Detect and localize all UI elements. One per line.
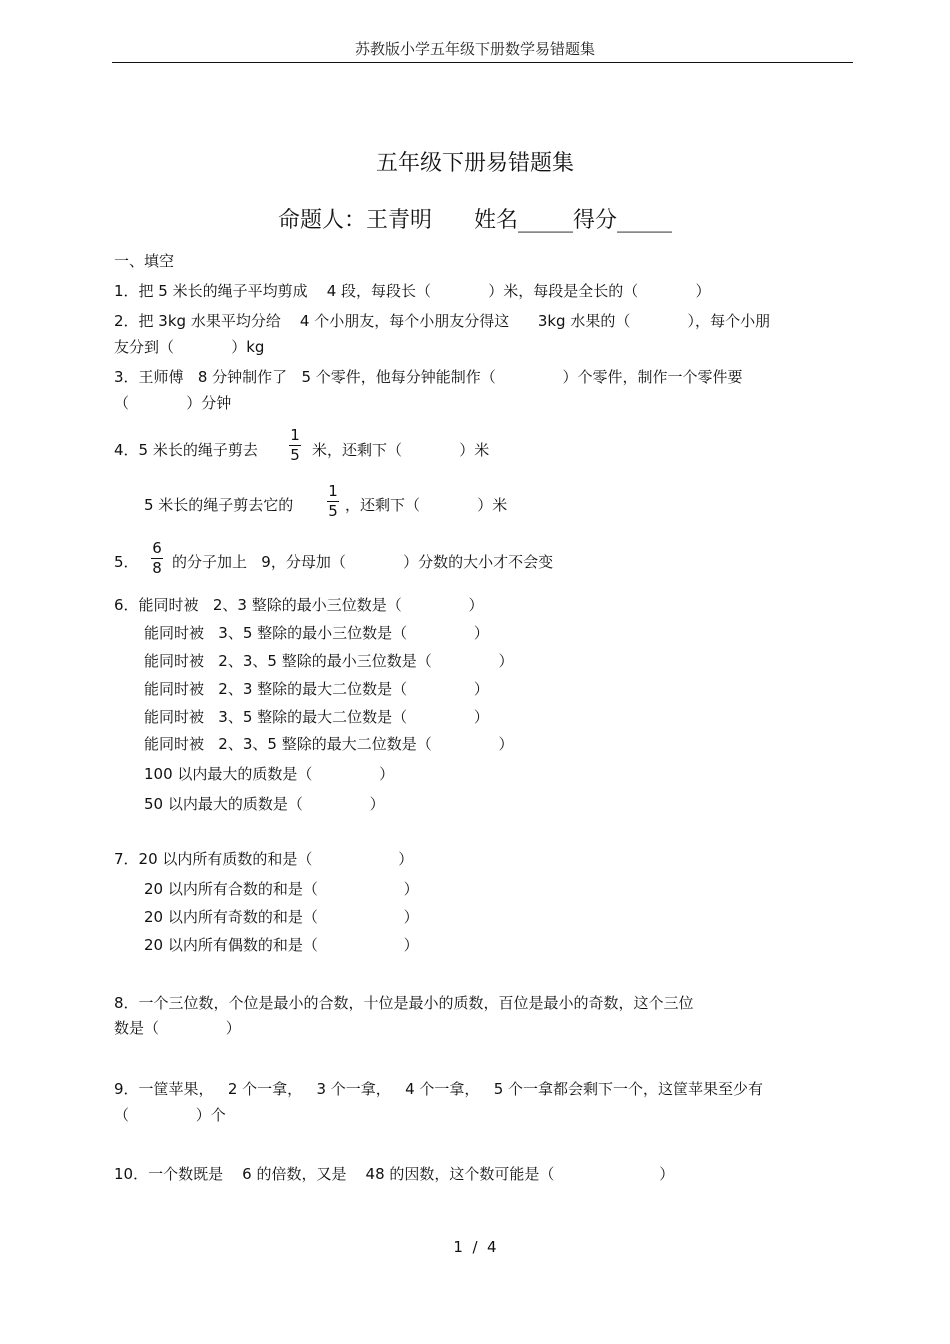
question-4a-prefix: 4．5 米长的绳子剪去 xyxy=(114,441,258,459)
question-4b-suffix: ，还剩下（ ）米 xyxy=(345,496,508,514)
question-6-line: 能同时被 3、5 整除的最大二位数是（ ） xyxy=(144,708,489,726)
question-6-line: 100 以内最大的质数是（ ） xyxy=(144,765,395,783)
question-7-line: 20 以内所有合数的和是（ ） xyxy=(144,880,419,898)
question-6-line: 50 以内最大的质数是（ ） xyxy=(144,795,385,813)
fraction-numerator: 6 xyxy=(152,539,162,557)
question-4a-suffix: 米，还剩下（ ）米 xyxy=(312,441,490,459)
question-2-line-2: 友分到（ ）kg xyxy=(114,338,265,356)
question-2-line-1: 2．把 3kg 水果平均分给 4 个小朋友，每个小朋友分得这 3kg 水果的（ ），每个小朋 xyxy=(114,312,771,330)
question-7-line: 20 以内所有奇数的和是（ ） xyxy=(144,908,419,926)
fraction-one-fifth xyxy=(287,427,303,464)
fraction-one-fifth xyxy=(325,483,341,520)
header-rule xyxy=(112,62,853,63)
question-4b-prefix: 5 米长的绳子剪去它的 xyxy=(144,496,294,514)
fraction-denominator: 8 xyxy=(152,559,162,577)
fraction-numerator: 1 xyxy=(290,426,300,444)
question-9-line-1: 9．一筐苹果， 2 个一拿， 3 个一拿， 4 个一拿， 5 个一拿都会剩下一个，这筐苹果至少有 xyxy=(114,1080,764,1098)
page-number: 1 / 4 xyxy=(453,1238,497,1256)
running-header: 苏教版小学五年级下册数学易错题集 xyxy=(354,40,595,58)
question-3-line-2: （ ）分钟 xyxy=(114,394,232,412)
question-6-line: 能同时被 3、5 整除的最小三位数是（ ） xyxy=(144,624,489,642)
question-1: 1．把 5 米长的绳子平均剪成 4 段，每段长（ ）米，每段是全长的（ ） xyxy=(114,282,711,300)
author-line: 命题人：王青明 姓名_____得分_____ xyxy=(278,208,672,233)
question-6-line: 能同时被 2、3 整除的最大二位数是（ ） xyxy=(144,680,489,698)
question-6-line: 能同时被 2、3、5 整除的最大二位数是（ ） xyxy=(144,735,514,753)
question-8-line-1: 8．一个三位数，个位是最小的合数，十位是最小的质数，百位是最小的奇数，这个三位 xyxy=(114,994,694,1012)
document-title: 五年级下册易错题集 xyxy=(375,151,574,176)
question-8-line-2: 数是（ ） xyxy=(114,1019,241,1037)
question-9-line-2: （ ）个 xyxy=(114,1106,226,1124)
fraction-denominator: 5 xyxy=(328,502,338,520)
fraction-six-eighths xyxy=(149,540,165,577)
question-3-line-1: 3．王师傅 8 分钟制作了 5 个零件，他每分钟能制作（ ）个零件，制作一个零件要 xyxy=(114,368,743,386)
question-10: 10．一个数既是 6 的倍数，又是 48 的因数，这个数可能是（ ） xyxy=(114,1165,675,1183)
question-6-line: 6．能同时被 2、3 整除的最小三位数是（ ） xyxy=(114,596,484,614)
fraction-numerator: 1 xyxy=(328,482,338,500)
question-6-line: 能同时被 2、3、5 整除的最小三位数是（ ） xyxy=(144,652,514,670)
fraction-denominator: 5 xyxy=(290,446,300,464)
question-7-line: 7．20 以内所有质数的和是（ ） xyxy=(114,850,414,868)
section-heading: 一、填空 xyxy=(114,252,175,270)
question-5-prefix: 5． xyxy=(114,553,139,571)
question-7-line: 20 以内所有偶数的和是（ ） xyxy=(144,936,419,954)
question-5-suffix: 的分子加上 9，分母加（ ）分数的大小才不会变 xyxy=(172,553,554,571)
